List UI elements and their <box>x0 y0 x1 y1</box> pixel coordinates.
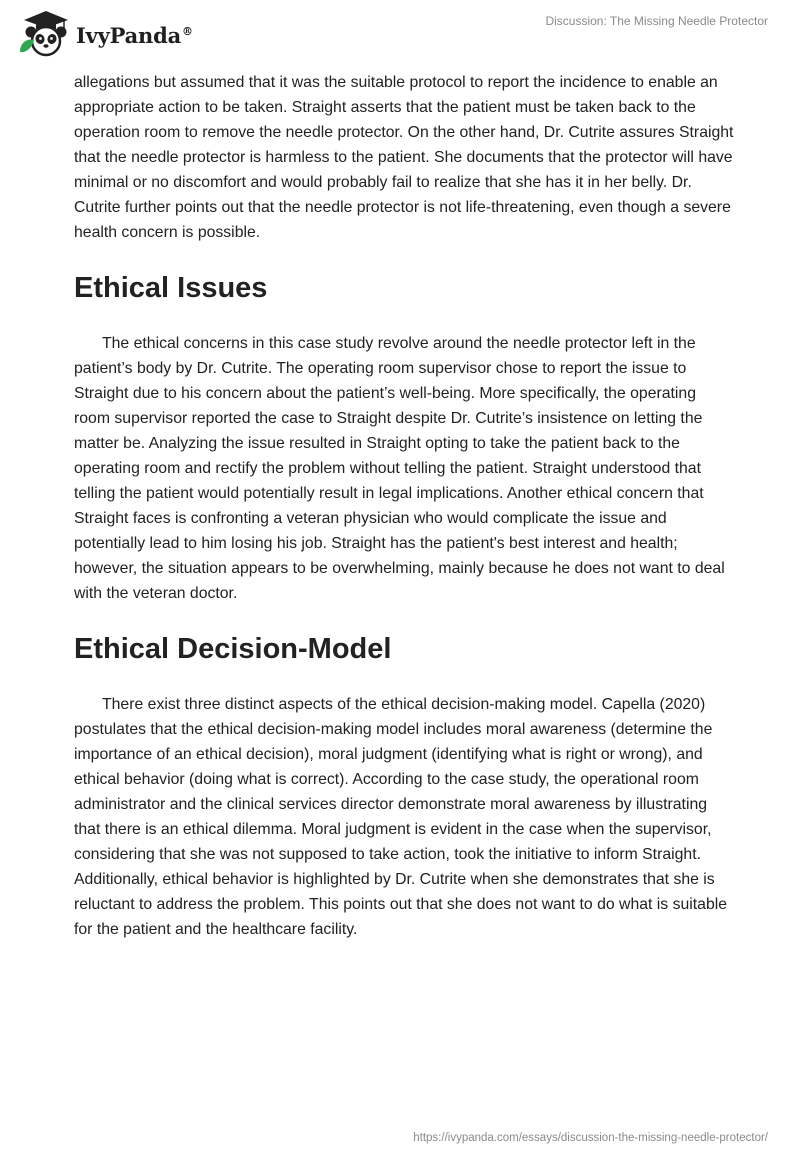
brand-name <box>76 23 193 48</box>
essay-content <box>74 70 734 942</box>
document-title: Discussion: The Missing Needle Protector <box>545 14 768 28</box>
heading-ethical-issues: Ethical Issues <box>74 272 268 304</box>
paragraph-ethical-decision-model: There exist three distinct aspects of the ethical decision-making model. Capella (2020) postulates that the ethical decision-making model includes moral awareness (determine the importance of an ethical decision), moral judgment (identifying what is right or wrong), and ethical behavior (doing what is correct). According to the case study, the operational room administrator and the clinical services director demonstrate moral awareness by illustrating that there is an ethical dilemma. Moral judgment is evident in the case when the supervisor, considering that she was not supposed to take action, took the initiative to inform Straight. Additionally, ethical behavior is highlighted by Dr. Cutrite when she demonstrates that she is reluctant to address the problem. This points out that she does not want to do what is suitable for the patient and the healthcare facility. <box>74 696 728 938</box>
registered-mark: ® <box>182 24 193 38</box>
panda-graduate-icon <box>16 8 74 58</box>
page-header <box>0 0 800 70</box>
paragraph-ethical-issues: The ethical concerns in this case study revolve around the needle protector left in the patient’s body by Dr. Cutrite. The operating room supervisor chose to report the issue to Straight due to his concern about the patient’s well-being. More specifically, the operating room supervisor reported the case to Straight despite Dr. Cutrite’s insistence on letting the matter be. Analyzing the issue resulted in Straight opting to take the patient back to the operating room and rectify the problem without telling the patient. Straight understood that telling the patient would potentially result in legal implications. Another ethical concern that Straight faces is confronting a veteran physician who would complicate the issue and potentially lead to him losing his job. Straight has the patient's best interest and health; however, the situation appears to be overwhelming, mainly because he does not want to deal with the veteran doctor. <box>74 335 725 602</box>
brand-name-text: IvyPanda <box>76 22 182 48</box>
intro-paragraph: allegations but assumed that it was the suitable protocol to report the incidence to enable an appropriate action to be taken. Straight asserts that the patient must be taken back to the operation room to remove the needle protector. On the other hand, Dr. Cutrite assures Straight that the needle protector is harmless to the patient. She documents that the protector will have minimal or no discomfort and would probably fail to realize that she has it in her belly. Dr. Cutrite further points out that the needle protector is not life-threatening, even though a severe health concern is possible. <box>74 74 734 241</box>
ivypanda-logo[interactable] <box>16 8 193 58</box>
heading-ethical-decision-model: Ethical Decision-Model <box>74 633 392 665</box>
footer-url[interactable]: https://ivypanda.com/essays/discussion-the-missing-needle-protector/ <box>413 1132 768 1144</box>
